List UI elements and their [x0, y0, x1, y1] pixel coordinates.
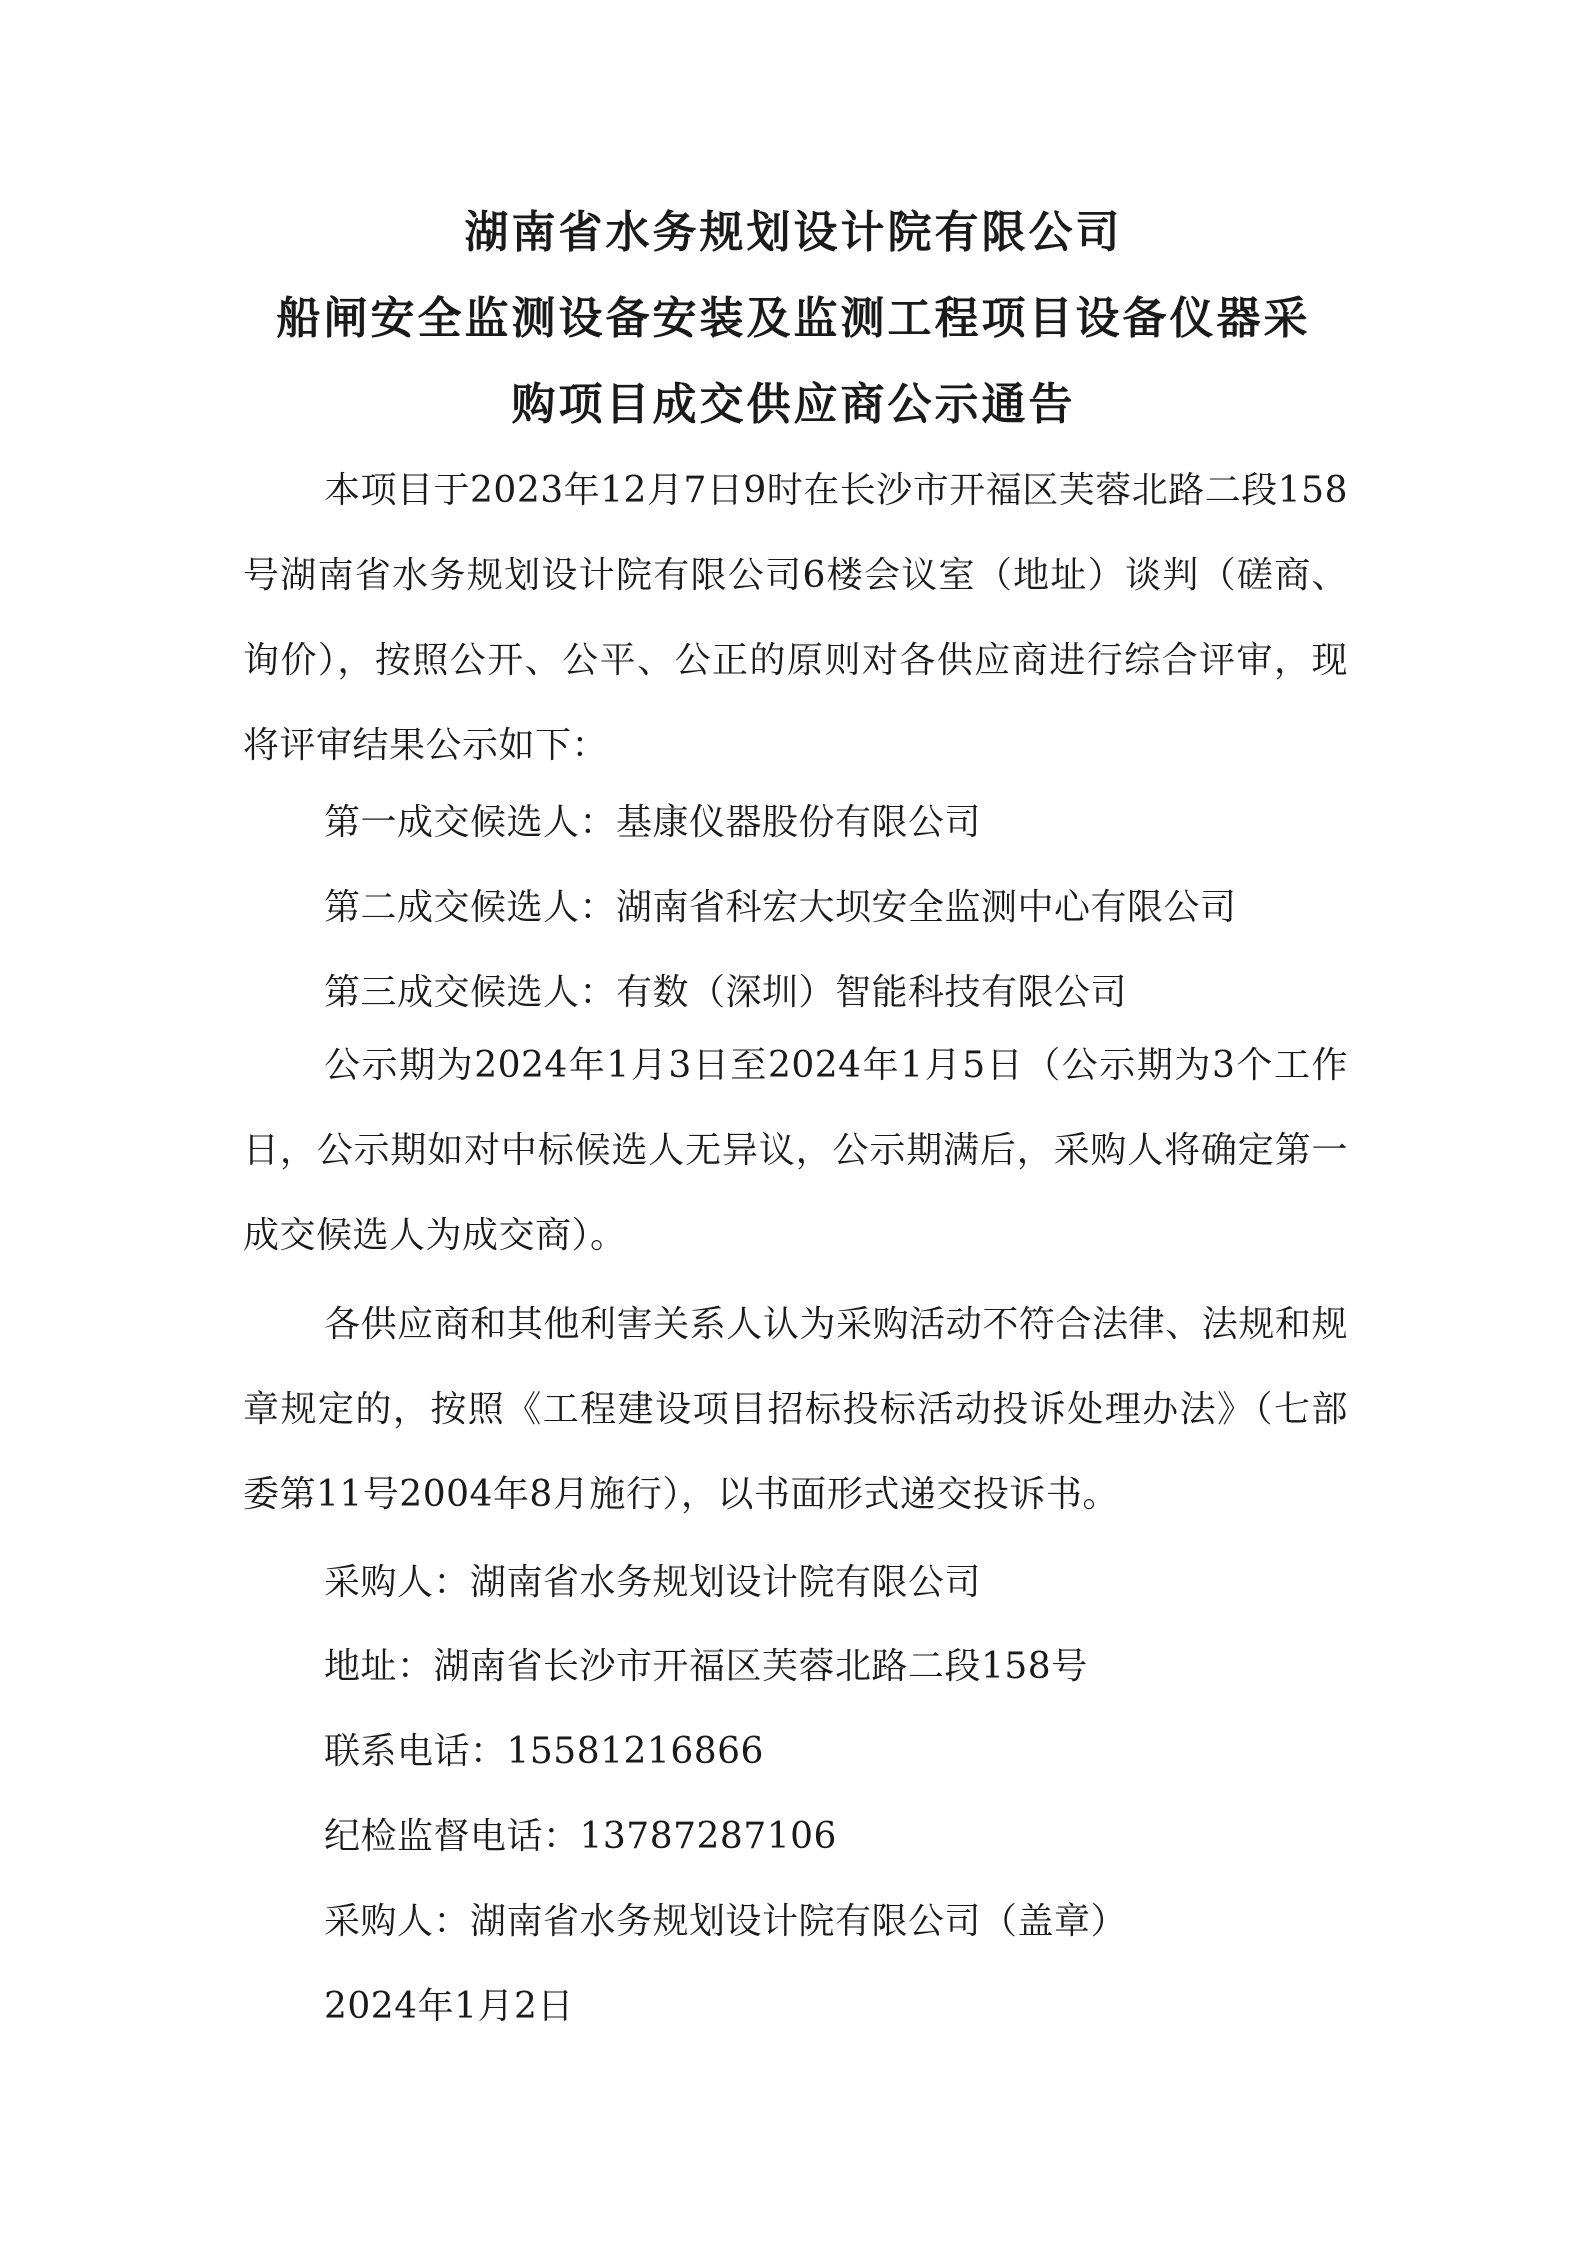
contact-purchaser: 采购人：湖南省水务规划设计院有限公司 — [324, 1562, 982, 1603]
complaint-paragraph: 各供应商和其他利害关系人认为采购活动不符合法律、法规和规章规定的，按照《工程建设项目招标投标活动投诉处理办法》（七部委第11号2004年8月施行），以书面形式递交投诉书。 — [243, 1304, 1348, 1515]
contact-supervision-phone: 纪检监督电话：13787287106 — [324, 1816, 837, 1857]
complaint-section — [243, 1282, 1348, 1537]
candidate-second: 第二成交候选人：湖南省科宏大坝安全监测中心有限公司 — [324, 887, 1237, 928]
title-project-line2: 购项目成交供应商公示通告 — [511, 379, 1076, 430]
candidate-third: 第三成交候选人：有数（深圳）智能科技有限公司 — [324, 972, 1128, 1013]
intro-paragraph: 本项目于2023年12月7日9时在长沙市开福区芙蓉北路二段158号湖南省水务规划设计院有限公司6楼会议室（地址）谈判（磋商、询价），按照公开、公平、公正的原则对各供应商进行综合评审，现将评审结果公示如下： — [243, 470, 1348, 766]
contact-purchaser-seal: 采购人：湖南省水务规划设计院有限公司（盖章） — [324, 1901, 1128, 1942]
candidate-first: 第一成交候选人：基康仪器股份有限公司 — [324, 802, 982, 843]
publicity-paragraph: 公示期为2024年1月3日至2024年1月5日（公示期为3个工作日，公示期如对中标候选人无异议，公示期满后，采购人将确定第一成交候选人为成交商）。 — [243, 1045, 1348, 1256]
title-project-line1: 船闸安全监测设备安装及监测工程项目设备仪器采 — [276, 293, 1311, 344]
notice-date: 2024年1月2日 — [324, 1986, 574, 2027]
contact-phone: 联系电话：15581216866 — [324, 1731, 764, 1772]
intro-section — [243, 448, 1348, 788]
contact-address: 地址：湖南省长沙市开福区芙蓉北路二段158号 — [324, 1646, 1088, 1687]
publicity-section — [243, 1023, 1348, 1278]
title-company: 湖南省水务规划设计院有限公司 — [464, 207, 1123, 258]
